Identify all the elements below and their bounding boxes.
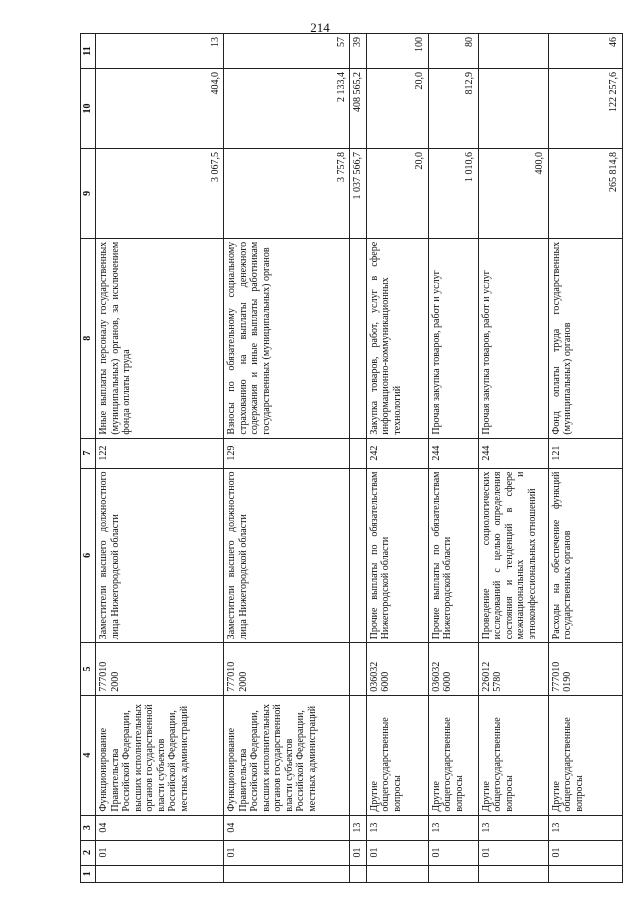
cell-actual: 122 257,6 [548, 69, 622, 149]
cell-expense-name: Прочая закупка товаров, работ и услуг [428, 238, 478, 438]
col-header: 4 [81, 695, 96, 815]
cell-expense-name: Фонд оплаты труда государственных (муниципальных) органов [548, 238, 622, 438]
cell-expense-type: 122 [96, 438, 224, 468]
cell-subsection: 13 [350, 815, 367, 840]
cell-plan: 3 067,5 [96, 148, 224, 238]
cell-percent: 100 [366, 34, 428, 69]
cell-target-name: Прочие выплаты по обязательствам Нижегородской области [366, 468, 428, 643]
cell-subsection: 13 [548, 815, 622, 840]
col-header: 9 [81, 148, 96, 238]
cell-target-code: 777010 2000 [224, 643, 350, 695]
cell-actual: 20,0 [366, 69, 428, 149]
cell-plan: 265 814,8 [548, 148, 622, 238]
cell-section-name [350, 695, 367, 815]
cell-section: 01 [478, 840, 548, 865]
cell-section-name: Другие общегосударственные вопросы [548, 695, 622, 815]
cell-actual: 404,0 [96, 69, 224, 149]
col-header: 6 [81, 468, 96, 643]
header-row [81, 34, 96, 883]
cell-expense-name: Закупка товаров, работ, услуг в сфере информационно-коммуникационных технологий [366, 238, 428, 438]
cell-percent: 13 [96, 34, 224, 69]
cell-target-name: Заместители высшего должностного лица Нижегородской области [96, 468, 224, 643]
cell-plan: 400,0 [478, 148, 548, 238]
cell-actual [478, 69, 548, 149]
cell-section-name: Функционирование Правительства Российской Федерации, высших исполнительных органов государственной власти субъектов Российской Федерации, местных администраций [224, 695, 350, 815]
table-row [478, 34, 548, 883]
col-header: 8 [81, 238, 96, 438]
cell-section: 01 [428, 840, 478, 865]
cell-subsection: 13 [428, 815, 478, 840]
cell-target-name: Проведение социологических исследований с целью определения состояния и тенденций в сфере межнациональных и этноконфессиональных отношений [478, 468, 548, 643]
cell-plan: 3 757,8 [224, 148, 350, 238]
col-header: 7 [81, 438, 96, 468]
cell-plan: 1 037 566,7 [350, 148, 367, 238]
cell-percent: 57 [224, 34, 350, 69]
cell-expense-type: 244 [478, 438, 548, 468]
cell-section-name: Другие общегосударственные вопросы [478, 695, 548, 815]
col-header: 10 [81, 69, 96, 149]
cell-plan: 20,0 [366, 148, 428, 238]
cell-target-name: Расходы на обеспечение функций государственных органов [548, 468, 622, 643]
cell-target-name: Заместители высшего должностного лица Нижегородской области [224, 468, 350, 643]
cell-target-code: 226012 5780 [478, 643, 548, 695]
cell-subsection: 04 [96, 815, 224, 840]
col-header: 5 [81, 643, 96, 695]
cell-section: 01 [366, 840, 428, 865]
cell-target-name: Прочие выплаты по обязательствам Нижегородской области [428, 468, 478, 643]
cell-subsection: 13 [478, 815, 548, 840]
table-row [224, 34, 350, 883]
cell-subsection: 13 [366, 815, 428, 840]
cell-target-name [350, 468, 367, 643]
cell-percent: 46 [548, 34, 622, 69]
cell-percent: 39 [350, 34, 367, 69]
table-row [96, 34, 224, 883]
cell-section-name: Другие общегосударственные вопросы [428, 695, 478, 815]
cell [350, 865, 367, 882]
cell-percent: 80 [428, 34, 478, 69]
col-header: 1 [81, 865, 96, 882]
cell-section: 01 [350, 840, 367, 865]
cell-expense-type: 121 [548, 438, 622, 468]
cell-actual: 812,9 [428, 69, 478, 149]
page-number: 214 [310, 20, 330, 35]
cell-target-code [350, 643, 367, 695]
budget-table [80, 33, 623, 883]
cell [224, 865, 350, 882]
col-header: 2 [81, 840, 96, 865]
cell-plan: 1 010,6 [428, 148, 478, 238]
cell-section: 01 [548, 840, 622, 865]
cell-subsection: 04 [224, 815, 350, 840]
cell-section-name: Функционирование Правительства Российской Федерации, высших исполнительных органов государственной власти субъектов Российской Федерации, местных администраций [96, 695, 224, 815]
rotated-table-container [80, 33, 619, 883]
table-row-subtotal [350, 34, 367, 883]
cell [428, 865, 478, 882]
cell [366, 865, 428, 882]
cell-target-code: 777010 2000 [96, 643, 224, 695]
table-row [428, 34, 478, 883]
cell-expense-type: 244 [428, 438, 478, 468]
cell-section: 01 [224, 840, 350, 865]
cell-percent [478, 34, 548, 69]
cell-actual: 408 565,2 [350, 69, 367, 149]
cell-expense-name: Иные выплаты персоналу государственных (муниципальных) органов, за исключением фонда оплаты труда [96, 238, 224, 438]
cell-section: 01 [96, 840, 224, 865]
cell [96, 865, 224, 882]
cell-expense-type: 129 [224, 438, 350, 468]
cell-expense-type [350, 438, 367, 468]
cell-expense-name [350, 238, 367, 438]
cell-expense-name: Прочая закупка товаров, работ и услуг [478, 238, 548, 438]
col-header: 3 [81, 815, 96, 840]
cell-actual: 2 133,4 [224, 69, 350, 149]
cell-section-name: Другие общегосударственные вопросы [366, 695, 428, 815]
table-row [366, 34, 428, 883]
cell-target-code: 036032 6000 [428, 643, 478, 695]
cell [478, 865, 548, 882]
table-row [548, 34, 622, 883]
col-header: 11 [81, 34, 96, 69]
cell-target-code: 036032 6000 [366, 643, 428, 695]
cell-target-code: 777010 0190 [548, 643, 622, 695]
cell-expense-name: Взносы по обязательному социальному страхованию на выплаты денежного содержания и иные выплаты работникам государственных (муниципальных) органов [224, 238, 350, 438]
cell [548, 865, 622, 882]
cell-expense-type: 242 [366, 438, 428, 468]
